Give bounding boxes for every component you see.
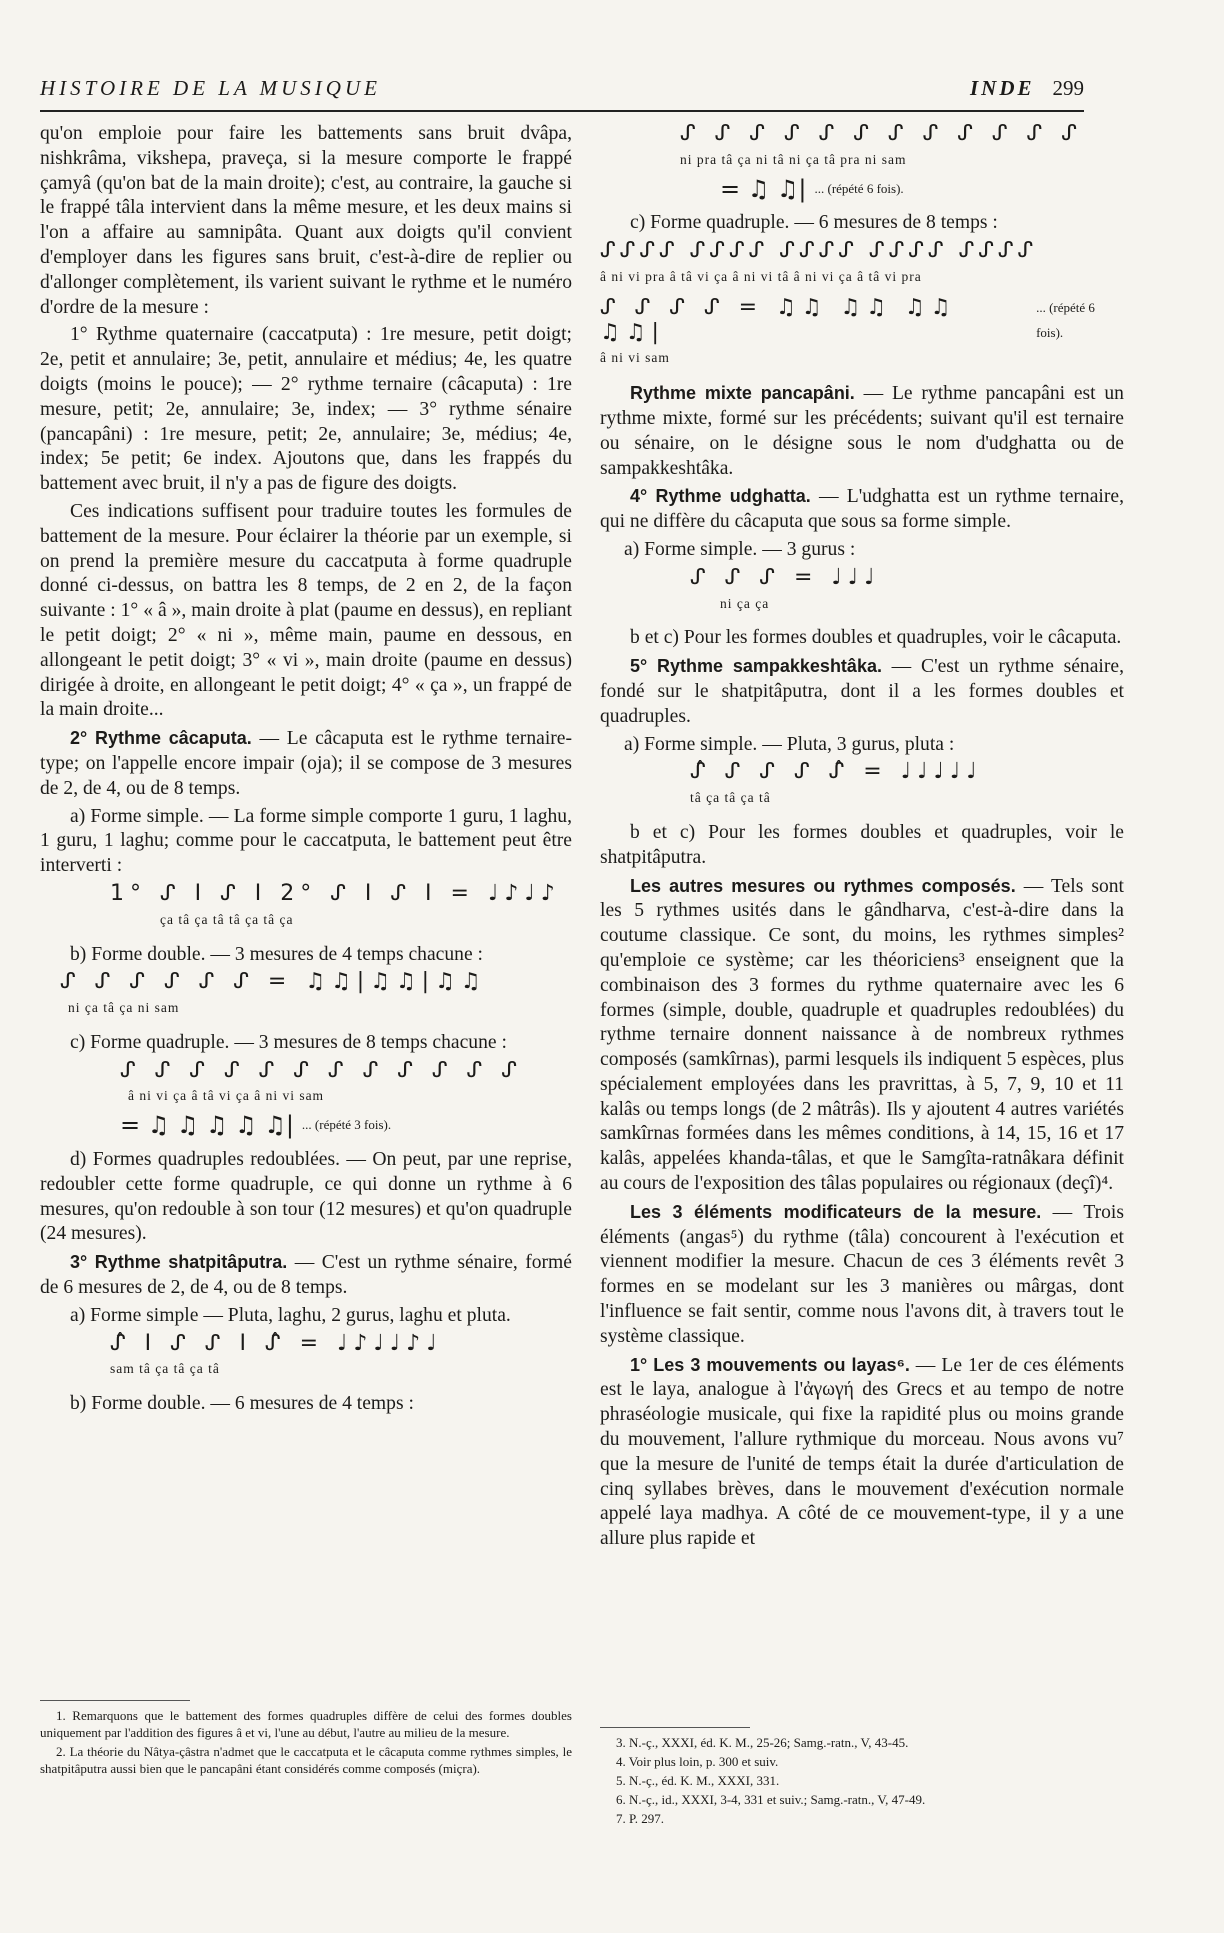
rhythm-notation: ᔑ̂ ᔑ ᔑ ᔑ ᔑ̂ = ♩♩♩♩♩ tâ ça tâ ça tâ — [690, 759, 983, 806]
footnote: 3. N.-ç., XXXI, éd. K. M., 25-26; Samg.-ratn., V, 43-45. — [616, 1735, 909, 1750]
rhythm-notation: ᔑᔑᔑᔑ ᔑᔑᔑᔑ ᔑᔑᔑᔑ ᔑᔑᔑᔑ ᔑᔑᔑᔑ â ni vi pra â tâ vi ça â ni vi tâ â ni vi ça â tâ vi pra ᔑ ᔑ ᔑ ᔑ = ♫♫ ♫♫ ♫♫ ♫♫| ... (répété 6 fois). â ni vi sam — [600, 238, 1095, 366]
paragraph: b et c) Pour les formes doubles et quadruples, voir le câcaputa. — [630, 627, 1122, 649]
header-section: INDE — [969, 76, 1035, 100]
paragraph: 4° Rythme udghatta. — L'udghatta est un rythme ternaire, qui ne diffère du câcaputa que sous sa forme simple. — [600, 486, 1124, 533]
paragraph: 2° Rythme câcaputa. — Le câcaputa est le rythme ternaire-type; on l'appelle encore impair (oja); il se compose de 3 mesures de 2, de 4, ou de 8 temps. — [40, 728, 573, 799]
header-right — [970, 76, 1084, 101]
section-heading: Les 3 éléments modificateurs de la mesure. — [630, 1201, 1042, 1222]
rhythm-notation: ᔑ ᔑ ᔑ ᔑ ᔑ ᔑ ᔑ ᔑ ᔑ ᔑ ᔑ ᔑ â ni vi ça â tâ vi ça â ni vi sam = ♫ ♫ ♫ ♫ ♫| ... (répété 3 fois). — [120, 1057, 523, 1140]
rhythm-notation: ᔑ ᔑ ᔑ ᔑ ᔑ ᔑ = ♫♫|♫♫|♫♫ ni ça tâ ça ni sam — [60, 969, 487, 1016]
paragraph: c) Forme quadruple. — 3 mesures de 8 temps chacune : — [70, 1031, 507, 1053]
rhythm-notation: ᔑ ᔑ ᔑ ᔑ ᔑ ᔑ ᔑ ᔑ ᔑ ᔑ ᔑ ᔑ ni pra tâ ça ni tâ ni ça tâ pra ni sam = ♫ ♫| ... (répété 6 fois). — [680, 121, 1083, 203]
footnotes-right — [600, 1727, 1124, 1829]
paragraph: 5° Rythme sampakkeshtâka. — C'est un rythme sénaire, fondé sur le shatpitâputra, dont il a les formes doubles et quadruples. — [600, 656, 1124, 727]
footnote: 7. P. 297. — [616, 1811, 665, 1826]
paragraph: 3° Rythme shatpitâputra. — C'est un rythme sénaire, formé de 6 mesures de 2, de 4, ou de 8 temps. — [40, 1252, 572, 1299]
paragraph: b) Forme double. — 6 mesures de 4 temps : — [70, 1393, 414, 1415]
footnote: 2. La théorie du Nâtya-çâstra n'admet que le caccatputa et le câcaputa comme rythmes simples, le shatpitâputra aussi bien que le pancapâni étant considérés comme composés (miçra). — [40, 1744, 572, 1776]
rhythm-notation: ᔑ̂ I ᔑ ᔑ I ᔑ̂ = ♩♪♩♩♪♩ sam tâ ça tâ ça tâ — [110, 1330, 443, 1377]
paragraph: Rythme mixte pancapâni. — Le rythme pancapâni est un rythme mixte, formé sur les précédents; suivant qu'il est ternaire ou sénaire, on le désigne sous le nom d'udghatta ou de sampakkeshtâka. — [600, 383, 1124, 479]
section-heading: 3° Rythme shatpitâputra. — [70, 1252, 288, 1273]
rhythm-notation: ᔑ ᔑ ᔑ = ♩♩♩ ni ça ça — [690, 564, 881, 611]
section-heading: 1° Les 3 mouvements ou layas⁶. — [630, 1354, 910, 1375]
section-heading: Rythme mixte pancapâni. — [630, 383, 855, 404]
paragraph: a) Forme simple. — Pluta, 3 gurus, pluta : — [624, 733, 955, 755]
paragraph: Les 3 éléments modificateurs de la mesure. — Trois éléments (angas⁵) du rythme (tâla) concourent à l'exécution et viennent modifier la mesure. Chacun de ces 3 éléments revêt 3 formes en se modelant sur les 3 manières ou mârgas, dont l'influence se fait sentir, comme nous l'avons dit, à travers tout le système classique. — [600, 1201, 1124, 1347]
left-column — [40, 122, 572, 1420]
paragraph: 1° Rythme quaternaire (caccatputa) : 1re mesure, petit doigt; 2e, petit et annulaire; 3e, petit, annulaire et médius; 4e, les quatre doigts (moins le pouce); — 2° rythme ternaire (câcaputa) : 1re mesure, petit; 2e, annulaire; 3e, index; — 3° rythme sénaire (pancapâni) : 1re mesure, petit; 2e, annulaire; 3e, médius; 4e, index; 5e petit; 6e index. Ajoutons que, dans les frappés du battement avec bruit, il n'y a pas de figure des doigts. — [40, 324, 572, 495]
paragraph: b) Forme double. — 3 mesures de 4 temps chacune : — [70, 943, 483, 965]
paragraph: a) Forme simple. — La forme simple comporte 1 guru, 1 laghu, 1 guru, 1 laghu; comme pour le caccatputa, le battement peut être interverti : — [40, 805, 572, 877]
paragraph: a) Forme simple — Pluta, laghu, 2 gurus, laghu et pluta. — [70, 1304, 511, 1326]
paragraph: qu'on emploie pour faire les battements sans bruit dvâpa, nishkrâma, vikshepa, praveça, si la mesure comporte le frappé çamyâ (qu'on bat de la main droite); c'est, au contraire, la gauche si le frappé tâla intervient dans la même mesure, et les deux mains si l'on a affaire au samnipâta. Quant aux doigts qu'il convient d'employer dans les figures sans bruit, c'est-à-dire de replier ou d'allonger complètement, ils varient suivant le rythme et le numéro d'ordre de la mesure : — [40, 123, 572, 318]
paragraph: d) Formes quadruples redoublées. — On peut, par une reprise, redoubler cette forme quadruple, ce qui donne un rythme à 6 mesures, qu'on redouble à son tour (12 mesures) et qu'on quadruple (24 mesures). — [40, 1149, 572, 1245]
rhythm-notation: 1° ᔑ I ᔑ I 2° ᔑ I ᔑ I = ♩♪♩♪ ça tâ ça tâ tâ ça tâ ça — [110, 880, 561, 927]
footnote: 4. Voir plus loin, p. 300 et suiv. — [616, 1754, 779, 1769]
footnote: 1. Remarquons que le battement des formes quadruples diffère de celui des formes doubles uniquement par l'addition des figures â et vi, l'une au début, l'autre au milieu de la mesure. — [40, 1708, 572, 1740]
paragraph: 1° Les 3 mouvements ou layas⁶. — Le 1er de ces éléments est le laya, analogue à l'ἀγωγή des Grecs et au tempo de notre phraséologie musicale, qui fixe la rapidité plus ou moins grande du mouvement, l'allure rythmique du morceau. Nous avons vu⁷ que la mesure de l'unité de temps était la durée d'articulation de cinq syllabes brèves, dans le mouvement d'exécution normale appelé laya madhya. A côté de ce mouvement-type, il y a une allure plus rapide et — [600, 1354, 1124, 1550]
paragraph: b et c) Pour les formes doubles et quadruples, voir le shatpitâputra. — [600, 821, 1124, 868]
right-column — [600, 122, 1124, 1555]
section-heading: 4° Rythme udghatta. — [630, 486, 811, 507]
paragraph: c) Forme quadruple. — 6 mesures de 8 temps : — [630, 212, 998, 234]
section-heading: 2° Rythme câcaputa. — [70, 728, 252, 749]
header-title: HISTOIRE DE LA MUSIQUE — [40, 76, 381, 100]
paragraph: Les autres mesures ou rythmes composés. — Tels sont les 5 rythmes usités dans le gândharva, c'est-à-dire dans la coutume classique. Ce sont, du moins, les rythmes simples² qu'emploie ce système; car les théoriciens³ enseignent que la combinaison des 3 formes du rythme quaternaire avec les 6 formes (simple, double, quadruple et quadruples redoublées) du rythme ternaire donnent naissance à de nombreux rythmes composés (samkîrnas), parmi lesquels ils indiquent 5 espèces, plus spécialement employées dans les pravrittas, à 5, 7, 9, 10 et 11 kalâs ou temps longs (de 2 mâtrâs). Ils y ajoutent 4 autres variétés samkîrnas formées dans les mêmes conditions, à 14, 15, 16 et 17 kalâs, appelées khanda-tâlas, et que le Samgîta-ratnâkara définit au cours de l'exposition des tâlas populaires ou régionaux (deçî)⁴. — [600, 875, 1124, 1195]
page-number: 299 — [1052, 76, 1084, 100]
paragraph: Ces indications suffisent pour traduire toutes les formules de battement de la mesure. Pour éclairer la théorie par un exemple, si on prend la première mesure du caccatputa à forme quadruple donné ci-dessus, on battra les 8 temps, de 2 en 2, de la façon suivante : 1° « â », main droite à plat (paume en dessus), en repliant le petit doigt; 2° « ni », même main, paume en dessous, en allongeant le petit doigt; 3° « vi », main droite (paume en dessus) dirigée à droite, en allongeant le petit doigt; 4° « ça », un frappé de la main droite... — [40, 500, 572, 721]
footnotes-left — [40, 1700, 572, 1779]
footnote: 5. N.-ç., éd. K. M., XXXI, 331. — [616, 1773, 780, 1788]
paragraph: a) Forme simple. — 3 gurus : — [624, 538, 856, 560]
section-heading: Les autres mesures ou rythmes composés. — [630, 875, 1016, 896]
footnote: 6. N.-ç., id., XXXI, 3-4, 331 et suiv.; Samg.-ratn., V, 47-49. — [616, 1792, 926, 1807]
running-header — [40, 76, 1084, 112]
section-heading: 5° Rythme sampakkeshtâka. — [630, 656, 882, 677]
